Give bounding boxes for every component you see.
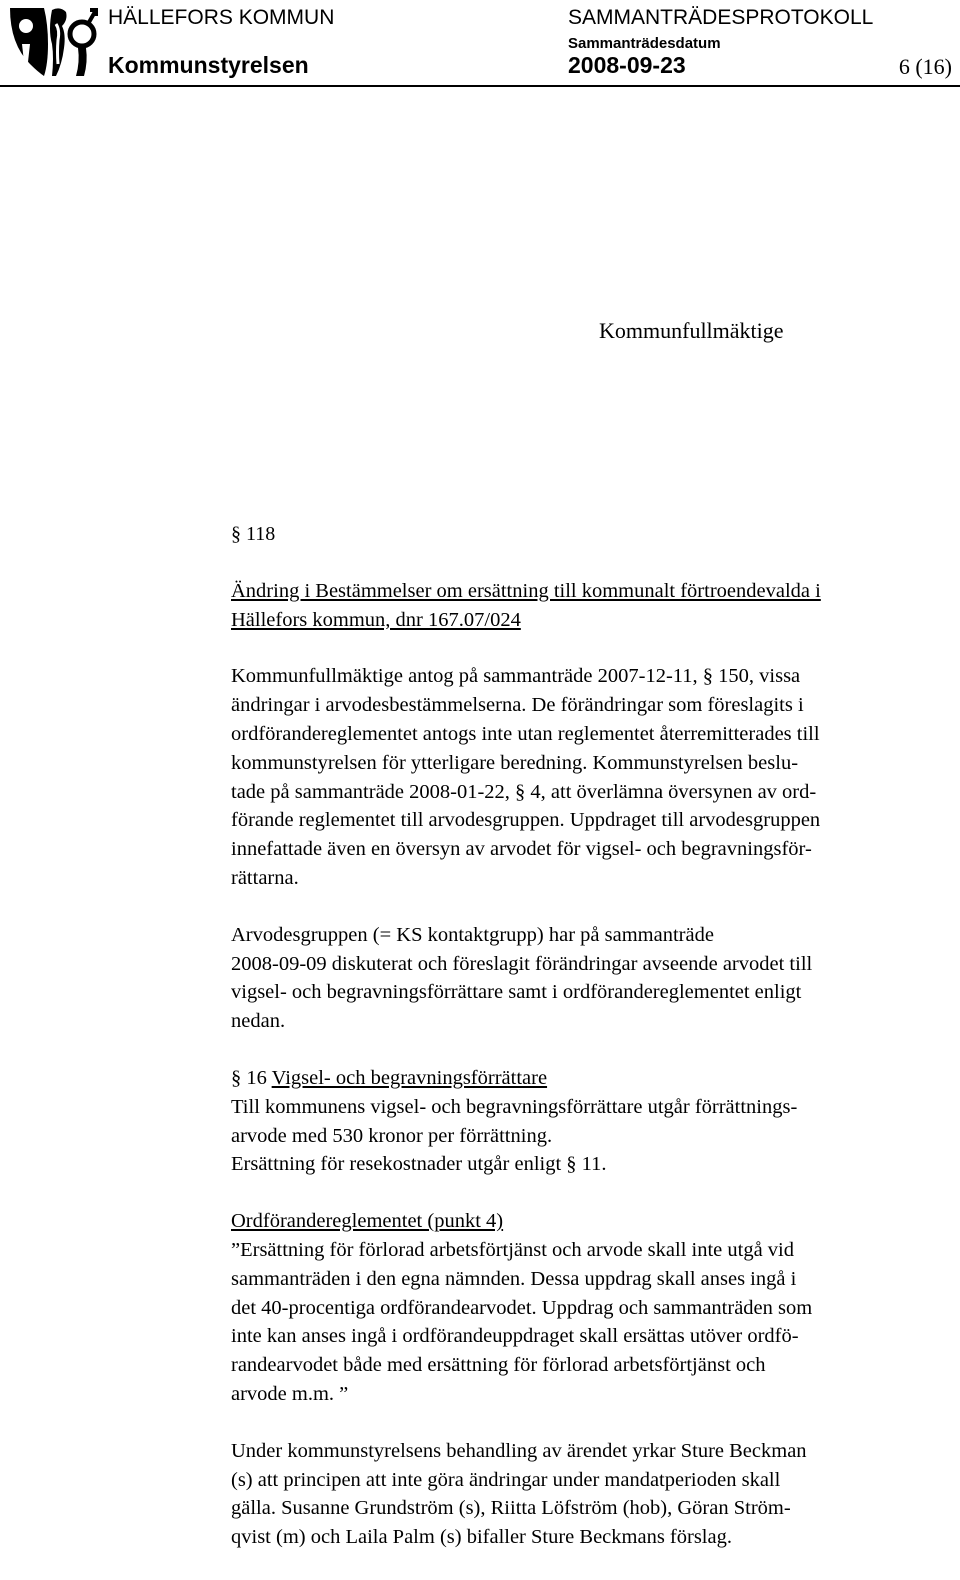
meeting-date: 2008-09-23 (568, 52, 686, 78)
text-line: det 40-procentiga ordförandearvodet. Uppdrag och sammanträden som (231, 1296, 813, 1319)
text-line: ”Ersättning för förlorad arbetsförtjänst och arvode skall inte utgå vid (231, 1238, 794, 1261)
text-line: vigsel- och begravningsförrättare samt i ordförandereglementet enligt (231, 981, 802, 1004)
recipient: Kommunfullmäktige (599, 318, 784, 343)
text-line: randearvodet både med ersättning för förlorad arbetsförtjänst och (231, 1354, 766, 1377)
text-line: Kommunfullmäktige antog på sammanträde 2007-12-11, § 150, vissa (231, 665, 801, 688)
text-line: sammanträden i den egna nämnden. Dessa uppdrag skall anses ingå i (231, 1267, 797, 1290)
text-line: nedan. (231, 1010, 286, 1033)
rule-16-prefix: § 16 (231, 1066, 272, 1089)
text-line: förande reglementet till arvodesgruppen. Uppdraget till arvodesgruppen (231, 809, 821, 832)
text-line: innefattade även en översyn av arvodet för vigsel- och begravningsför- (231, 838, 812, 861)
organization-name: HÄLLEFORS KOMMUN (108, 6, 335, 29)
text-line: arvode m.m. ” (231, 1382, 349, 1405)
page-number: 6 (16) (898, 54, 952, 79)
paragraph-proposal (231, 921, 957, 1036)
chair-rules-heading: Ordförandereglementet (punkt 4) (231, 1210, 504, 1233)
text-line: arvode med 530 kronor per förrättning. (231, 1124, 553, 1147)
rule-16-heading: Vigsel- och begravningsförrättare (271, 1066, 548, 1089)
section-number: § 118 (231, 523, 276, 545)
section-title (231, 577, 957, 635)
paragraph-background (231, 662, 957, 892)
document-body (231, 520, 957, 1580)
section-title-line: Ändring i Bestämmelser om ersättning till kommunalt förtroendevalda i (231, 579, 821, 602)
text-line: Ersättning för resekostnader utgår enligt § 11. (231, 1153, 607, 1176)
header-divider (0, 85, 960, 87)
meeting-date-label: Sammanträdesdatum (568, 35, 721, 52)
text-line: inte kan anses ingå i ordförandeuppdraget skall ersättas utöver ordfö- (231, 1325, 799, 1348)
rule-16-block (231, 1064, 957, 1179)
municipal-coat-of-arms-logo (8, 4, 98, 80)
text-line: 2008-09-09 diskuterat och föreslagit förändringar avseende arvodet till (231, 952, 813, 975)
text-line: ordförandereglementet antogs inte utan reglementet återremitterades till (231, 722, 820, 745)
text-line: qvist (m) och Laila Palm (s) bifaller Sture Beckmans förslag. (231, 1526, 732, 1549)
text-line: gälla. Susanne Grundström (s), Riitta Löfström (hob), Göran Ström- (231, 1497, 791, 1520)
paragraph-motion (231, 1437, 957, 1552)
text-line: (s) att principen att inte göra ändringar under mandatperioden skall (231, 1468, 781, 1491)
text-line: rättarna. (231, 866, 299, 889)
chair-rules-block (231, 1207, 957, 1409)
document-type: SAMMANTRÄDESPROTOKOLL (568, 6, 874, 29)
text-line: Till kommunens vigsel- och begravningsförrättare utgår förrättnings- (231, 1095, 798, 1118)
section-title-line: Hällefors kommun, dnr 167.07/024 (231, 608, 521, 631)
page-header (0, 0, 960, 86)
text-line: tade på sammanträde 2008-01-22, § 4, att överlämna översynen av ord- (231, 780, 817, 803)
text-line: Arvodesgruppen (= KS kontaktgrupp) har på sammanträde (231, 923, 714, 946)
text-line: ändringar i arvodesbestämmelserna. De förändringar som föreslagits i (231, 694, 804, 717)
committee-name: Kommunstyrelsen (108, 52, 309, 78)
text-line: Under kommunstyrelsens behandling av ärendet yrkar Sture Beckman (231, 1439, 807, 1462)
text-line: kommunstyrelsen för ytterligare beredning. Kommunstyrelsen beslu- (231, 751, 799, 774)
